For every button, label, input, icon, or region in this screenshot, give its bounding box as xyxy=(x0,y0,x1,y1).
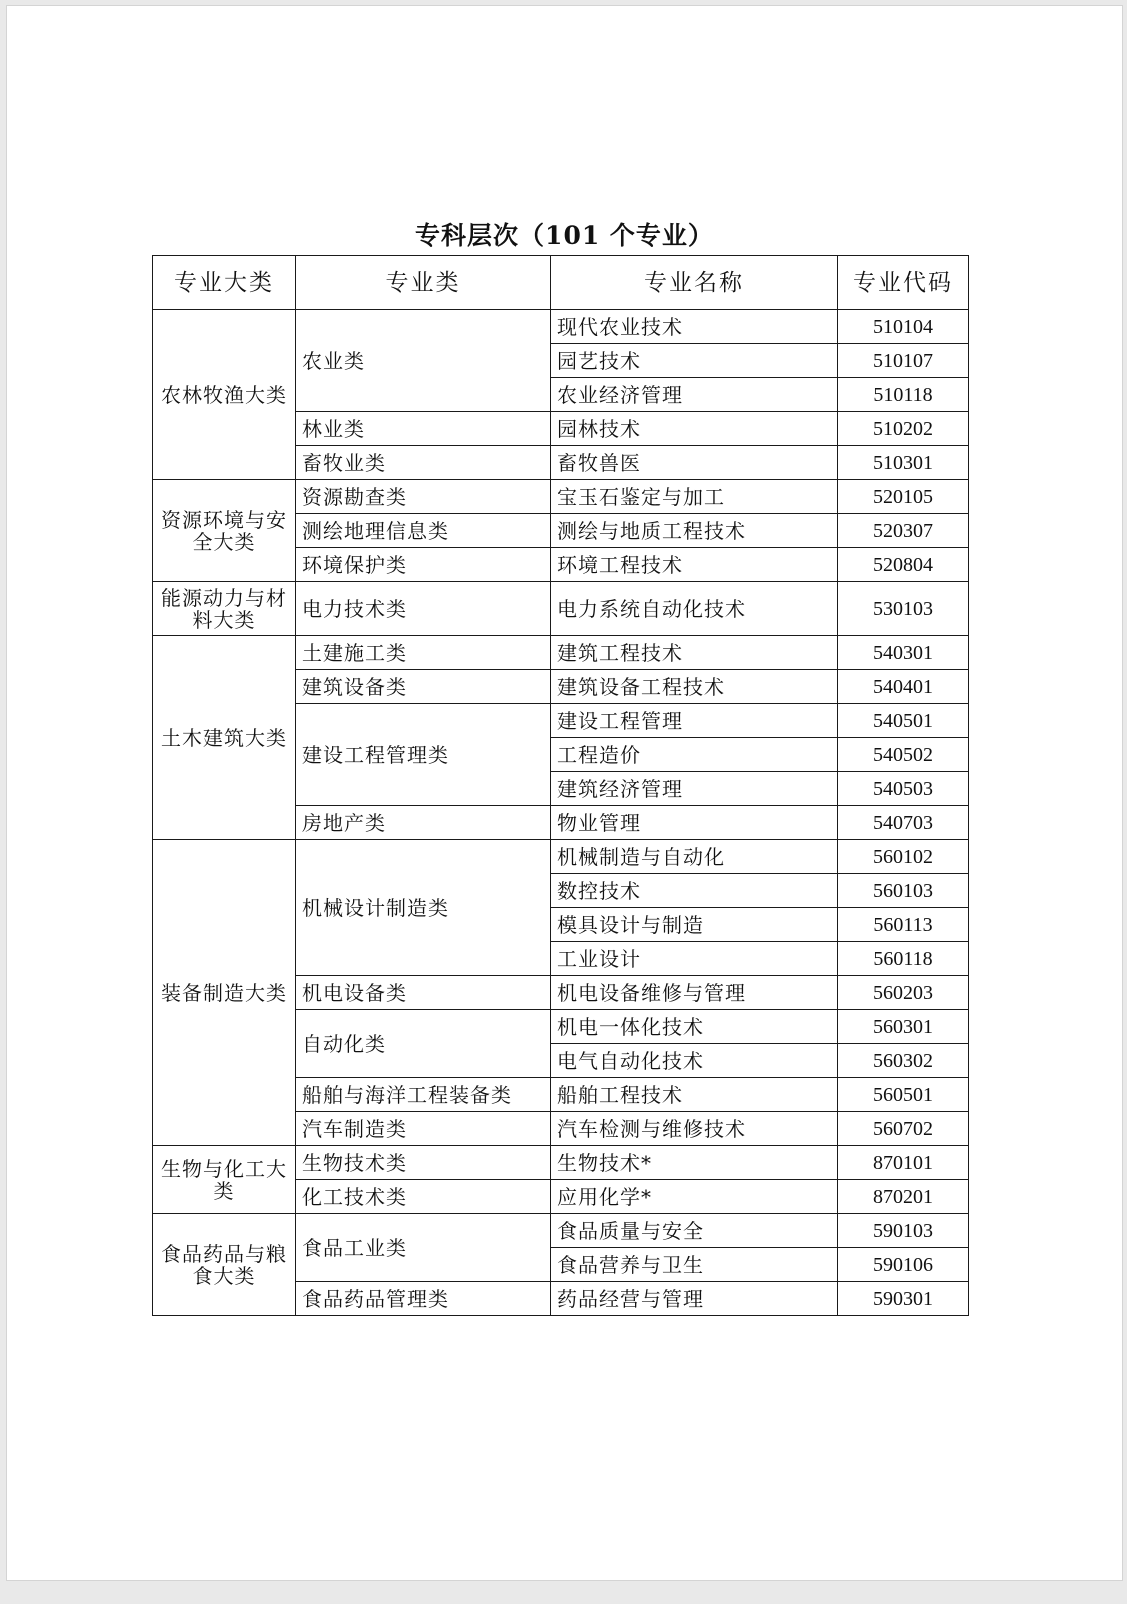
class-cell: 自动化类 xyxy=(296,1010,551,1078)
code-cell: 560103 xyxy=(838,874,969,908)
name-cell: 船舶工程技术 xyxy=(551,1078,838,1112)
class-cell: 建设工程管理类 xyxy=(296,704,551,806)
header-major-class: 专业类 xyxy=(296,256,551,310)
code-cell: 560301 xyxy=(838,1010,969,1044)
code-cell: 540703 xyxy=(838,806,969,840)
header-row xyxy=(153,256,969,310)
table-row xyxy=(153,840,969,874)
name-cell: 园艺技术 xyxy=(551,344,838,378)
category-cell: 土木建筑大类 xyxy=(153,636,296,840)
table-row xyxy=(153,310,969,344)
name-cell: 环境工程技术 xyxy=(551,548,838,582)
name-cell: 食品营养与卫生 xyxy=(551,1248,838,1282)
name-cell: 应用化学* xyxy=(551,1180,838,1214)
code-cell: 540401 xyxy=(838,670,969,704)
class-cell: 电力技术类 xyxy=(296,582,551,636)
class-cell: 生物技术类 xyxy=(296,1146,551,1180)
code-cell: 590301 xyxy=(838,1282,969,1316)
code-cell: 870101 xyxy=(838,1146,969,1180)
name-cell: 工业设计 xyxy=(551,942,838,976)
code-cell: 510202 xyxy=(838,412,969,446)
class-cell: 土建施工类 xyxy=(296,636,551,670)
name-cell: 药品经营与管理 xyxy=(551,1282,838,1316)
name-cell: 测绘与地质工程技术 xyxy=(551,514,838,548)
name-cell: 生物技术* xyxy=(551,1146,838,1180)
code-cell: 560102 xyxy=(838,840,969,874)
name-cell: 宝玉石鉴定与加工 xyxy=(551,480,838,514)
class-cell: 林业类 xyxy=(296,412,551,446)
code-cell: 590106 xyxy=(838,1248,969,1282)
class-cell: 资源勘查类 xyxy=(296,480,551,514)
category-cell: 农林牧渔大类 xyxy=(153,310,296,480)
name-cell: 机电一体化技术 xyxy=(551,1010,838,1044)
name-cell: 机电设备维修与管理 xyxy=(551,976,838,1010)
code-cell: 560702 xyxy=(838,1112,969,1146)
name-cell: 园林技术 xyxy=(551,412,838,446)
category-cell: 能源动力与材料大类 xyxy=(153,582,296,636)
name-cell: 建筑经济管理 xyxy=(551,772,838,806)
class-cell: 食品工业类 xyxy=(296,1214,551,1282)
code-cell: 560113 xyxy=(838,908,969,942)
category-cell: 资源环境与安全大类 xyxy=(153,480,296,582)
code-cell: 510107 xyxy=(838,344,969,378)
class-cell: 农业类 xyxy=(296,310,551,412)
name-cell: 数控技术 xyxy=(551,874,838,908)
code-cell: 520804 xyxy=(838,548,969,582)
name-cell: 汽车检测与维修技术 xyxy=(551,1112,838,1146)
code-cell: 510104 xyxy=(838,310,969,344)
code-cell: 540503 xyxy=(838,772,969,806)
class-cell: 机械设计制造类 xyxy=(296,840,551,976)
class-cell: 汽车制造类 xyxy=(296,1112,551,1146)
code-cell: 540501 xyxy=(838,704,969,738)
name-cell: 模具设计与制造 xyxy=(551,908,838,942)
name-cell: 农业经济管理 xyxy=(551,378,838,412)
code-cell: 530103 xyxy=(838,582,969,636)
page-title: 专科层次（101 个专业） xyxy=(415,221,714,250)
code-cell: 870201 xyxy=(838,1180,969,1214)
table-row xyxy=(153,1214,969,1248)
category-cell: 生物与化工大类 xyxy=(153,1146,296,1214)
table-row xyxy=(153,582,969,636)
header-major-code: 专业代码 xyxy=(838,256,969,310)
code-cell: 540502 xyxy=(838,738,969,772)
header-major-category: 专业大类 xyxy=(153,256,296,310)
class-cell: 房地产类 xyxy=(296,806,551,840)
name-cell: 物业管理 xyxy=(551,806,838,840)
code-cell: 560302 xyxy=(838,1044,969,1078)
code-cell: 510118 xyxy=(838,378,969,412)
code-cell: 560118 xyxy=(838,942,969,976)
code-cell: 560203 xyxy=(838,976,969,1010)
table-row xyxy=(153,1146,969,1180)
class-cell: 建筑设备类 xyxy=(296,670,551,704)
name-cell: 电力系统自动化技术 xyxy=(551,582,838,636)
code-cell: 560501 xyxy=(838,1078,969,1112)
category-cell: 装备制造大类 xyxy=(153,840,296,1146)
code-cell: 520307 xyxy=(838,514,969,548)
class-cell: 化工技术类 xyxy=(296,1180,551,1214)
name-cell: 畜牧兽医 xyxy=(551,446,838,480)
name-cell: 现代农业技术 xyxy=(551,310,838,344)
name-cell: 电气自动化技术 xyxy=(551,1044,838,1078)
class-cell: 机电设备类 xyxy=(296,976,551,1010)
header-major-name: 专业名称 xyxy=(551,256,838,310)
name-cell: 工程造价 xyxy=(551,738,838,772)
class-cell: 食品药品管理类 xyxy=(296,1282,551,1316)
name-cell: 食品质量与安全 xyxy=(551,1214,838,1248)
table-row xyxy=(153,636,969,670)
document-page xyxy=(6,5,1123,1581)
class-cell: 畜牧业类 xyxy=(296,446,551,480)
majors-table xyxy=(152,255,969,1316)
name-cell: 建设工程管理 xyxy=(551,704,838,738)
code-cell: 520105 xyxy=(838,480,969,514)
code-cell: 540301 xyxy=(838,636,969,670)
class-cell: 船舶与海洋工程装备类 xyxy=(296,1078,551,1112)
class-cell: 环境保护类 xyxy=(296,548,551,582)
name-cell: 机械制造与自动化 xyxy=(551,840,838,874)
code-cell: 510301 xyxy=(838,446,969,480)
table-row xyxy=(153,480,969,514)
name-cell: 建筑设备工程技术 xyxy=(551,670,838,704)
category-cell: 食品药品与粮食大类 xyxy=(153,1214,296,1316)
name-cell: 建筑工程技术 xyxy=(551,636,838,670)
class-cell: 测绘地理信息类 xyxy=(296,514,551,548)
code-cell: 590103 xyxy=(838,1214,969,1248)
